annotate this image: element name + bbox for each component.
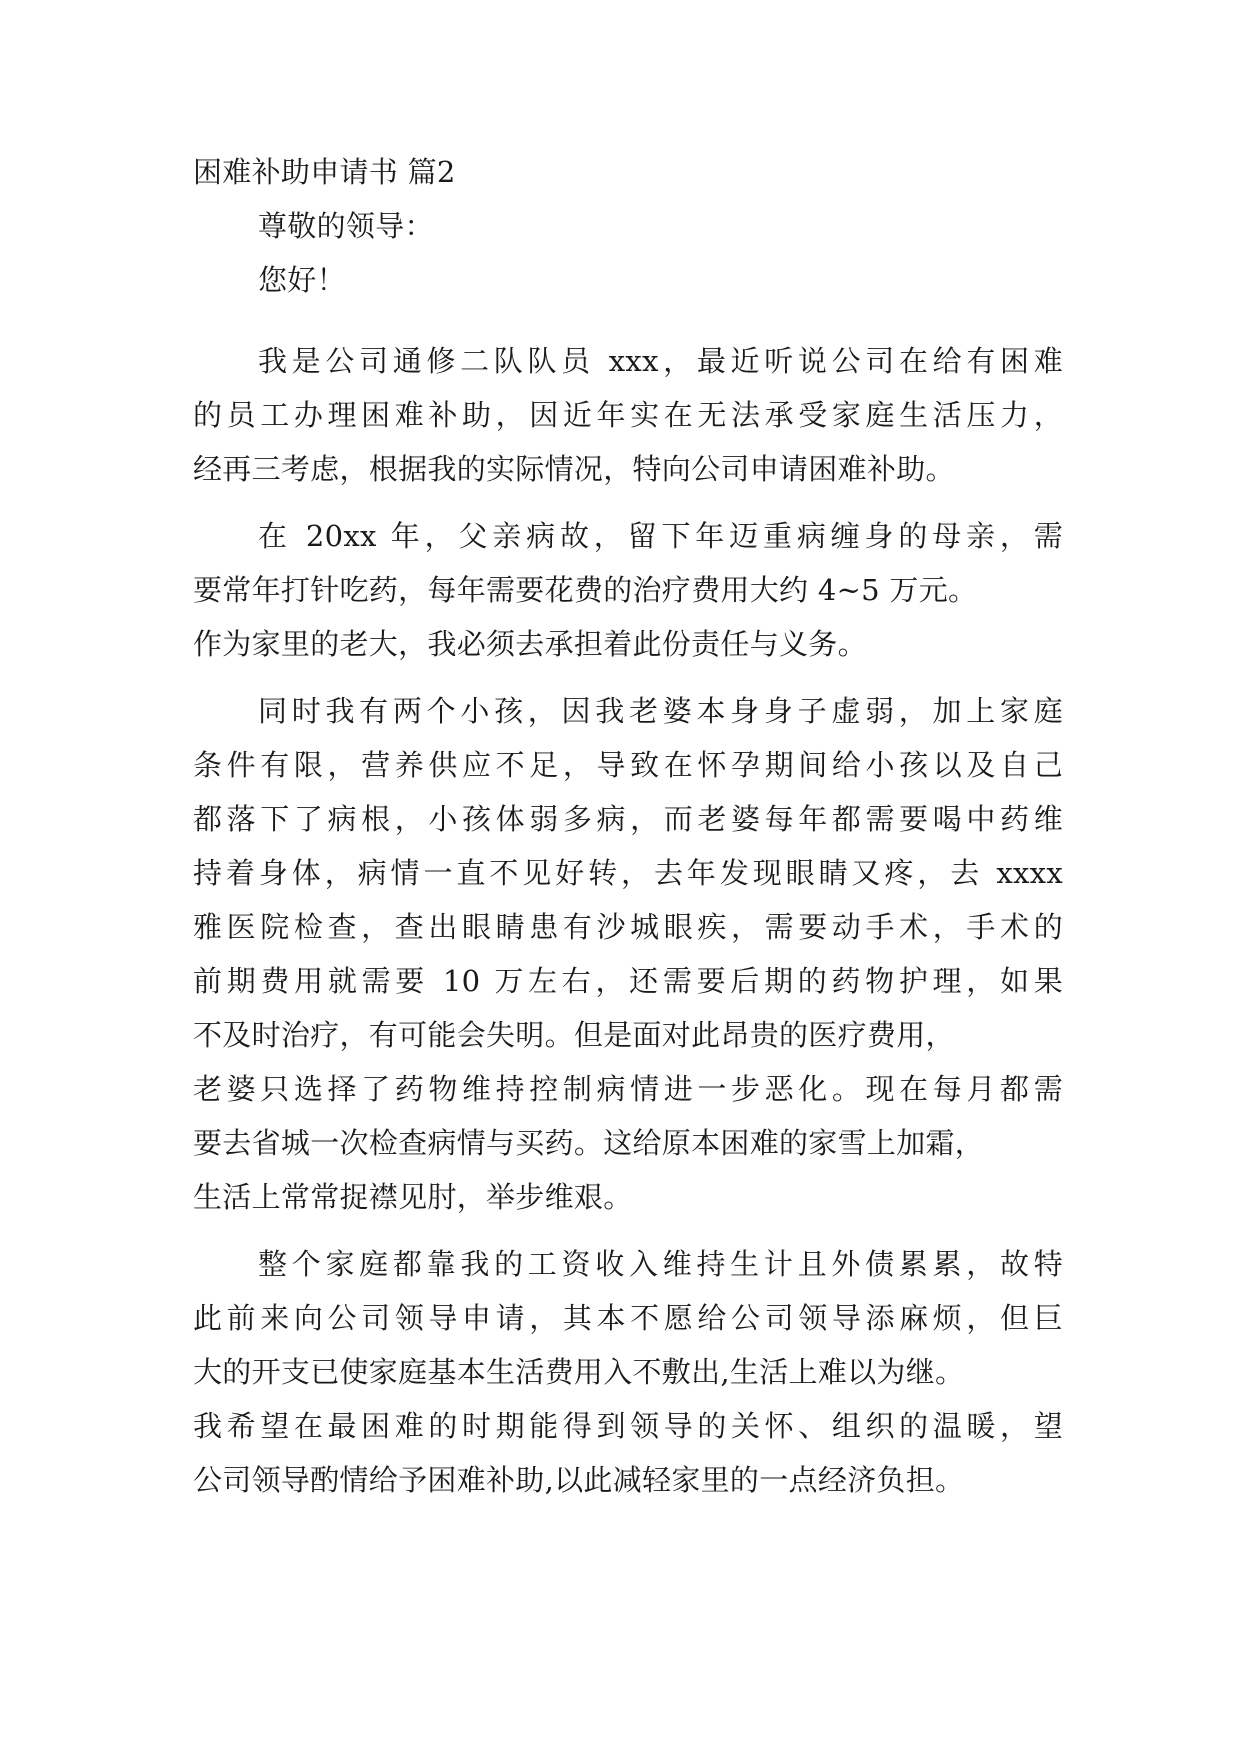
paragraph-line: 条件有限，营养供应不足，导致在怀孕期间给小孩以及自己 (193, 748, 1063, 782)
salutation: 尊敬的领导： (258, 209, 434, 243)
paragraph-line: 的员工办理困难补助，因近年实在无法承受家庭生活压力， (193, 398, 1063, 432)
paragraph-line: 都落下了病根，小孩体弱多病，而老婆每年都需要喝中药维 (193, 802, 1063, 836)
paragraph-line: 雅医院检查，查出眼睛患有沙城眼疾，需要动手术，手术的 (193, 910, 1063, 944)
paragraph-line: 整个家庭都靠我的工资收入维持生计且外债累累，故特 (258, 1247, 1063, 1281)
paragraph-line: 持着身体，病情一直不见好转，去年发现眼睛又疼，去 xxxx (193, 856, 1063, 890)
paragraph-line: 我希望在最困难的时期能得到领导的关怀、组织的温暖，望 (193, 1409, 1063, 1443)
greeting: 您好！ (258, 263, 346, 297)
document-title: 困难补助申请书 篇2 (193, 155, 456, 189)
paragraph-line: 在 20xx 年，父亲病故，留下年迈重病缠身的母亲，需 (258, 519, 1063, 553)
paragraph-line: 不及时治疗，有可能会失明。但是面对此昂贵的医疗费用， (193, 1018, 955, 1052)
paragraph-line: 经再三考虑，根据我的实际情况，特向公司申请困难补助。 (193, 452, 955, 486)
paragraph-line: 作为家里的老大，我必须去承担着此份责任与义务。 (193, 627, 867, 661)
paragraph-line: 要去省城一次检查病情与买药。这给原本困难的家雪上加霜， (193, 1126, 985, 1160)
paragraph-line: 大的开支已使家庭基本生活费用入不敷出,生活上难以为继。 (193, 1355, 965, 1389)
paragraph-line: 前期费用就需要 10 万左右，还需要后期的药物护理，如果 (193, 964, 1063, 998)
paragraph-line: 生活上常常捉襟见肘，举步维艰。 (193, 1180, 633, 1214)
paragraph-line: 我是公司通修二队队员 xxx，最近听说公司在给有困难 (258, 344, 1063, 378)
paragraph-line: 要常年打针吃药，每年需要花费的治疗费用大约 4~5 万元。 (193, 573, 978, 607)
paragraph-line: 公司领导酌情给予困难补助,以此减轻家里的一点经济负担。 (193, 1463, 965, 1497)
paragraph-line: 老婆只选择了药物维持控制病情进一步恶化。现在每月都需 (193, 1072, 1063, 1106)
paragraph-line: 同时我有两个小孩，因我老婆本身身子虚弱，加上家庭 (258, 694, 1063, 728)
paragraph-line: 此前来向公司领导申请，其本不愿给公司领导添麻烦，但巨 (193, 1301, 1063, 1335)
